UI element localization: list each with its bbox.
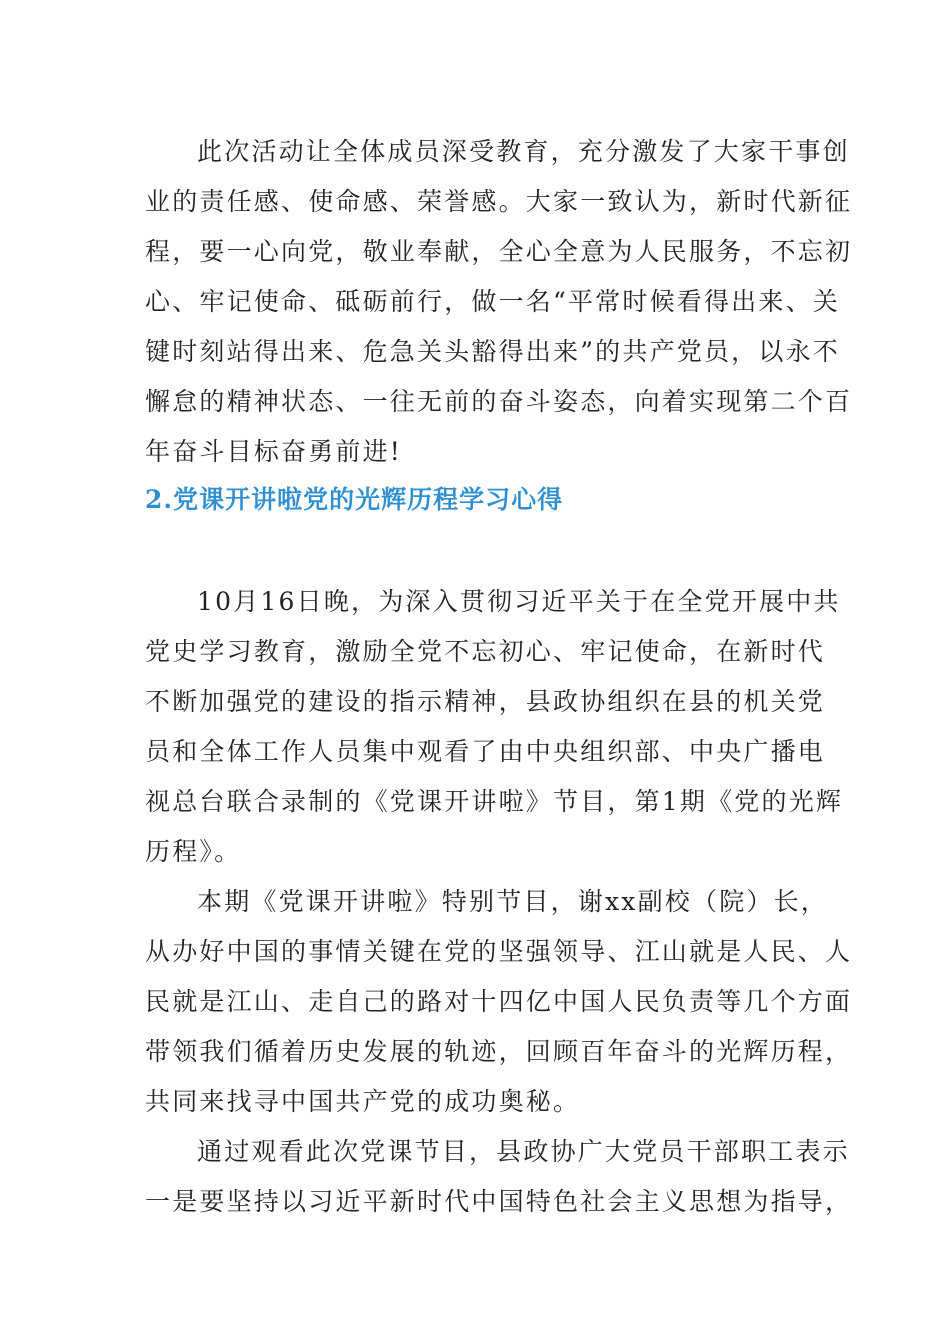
paragraph-2-line-1: 10月16日晚，为深入贯彻习近平关于在全党开展中共 [197,587,841,616]
paragraph-1-line-6: 懈怠的精神状态、一往无前的奋斗姿态，向着实现第二个百 [145,387,853,416]
paragraph-1-line-4: 心、牢记使命、砥砺前行，做一名“平常时候看得出来、关 [145,287,840,316]
paragraph-1-line-5: 键时刻站得出来、危急关头豁得出来”的共产党员，以永不 [145,337,840,366]
paragraph-2-line-5: 视总台联合录制的《党课开讲啦》节目，第1期《党的光辉 [145,787,844,816]
paragraph-1-line-1: 此次活动让全体成员深受教育，充分激发了大家干事创 [197,137,850,166]
paragraph-3-line-4: 带领我们循着历史发展的轨迹，回顾百年奋斗的光辉历程， [145,1037,853,1066]
paragraph-2-line-2: 党史学习教育，激励全党不忘初心、牢记使命，在新时代 [145,637,826,666]
paragraph-3-line-5: 共同来找寻中国共产党的成功奥秘。 [145,1087,581,1116]
paragraph-1-line-2: 业的责任感、使命感、荣誉感。大家一致认为，新时代新征 [145,187,853,216]
paragraph-2-line-3: 不断加强党的建设的指示精神，县政协组织在县的机关党 [145,687,826,716]
paragraph-4-line-1: 通过观看此次党课节目，县政协广大党员干部职工表示 [197,1137,850,1166]
paragraph-3-line-1: 本期《党课开讲啦》特别节目，谢xx副校（院）长， [197,887,829,916]
section-heading: 2.党课开讲啦党的光辉历程学习心得 [145,485,564,514]
paragraph-3-line-2: 从办好中国的事情关键在党的坚强领导、江山就是人民、人 [145,937,853,966]
paragraph-1-line-7: 年奋斗目标奋勇前进! [145,437,403,466]
paragraph-2-line-6: 历程》。 [145,837,242,866]
paragraph-2-line-4: 员和全体工作人员集中观看了由中央组织部、中央广播电 [145,737,826,766]
paragraph-1-line-3: 程，要一心向党，敬业奉献，全心全意为人民服务，不忘初 [145,237,853,266]
paragraph-4-line-2: 一是要坚持以习近平新时代中国特色社会主义思想为指导， [145,1187,853,1216]
paragraph-3-line-3: 民就是江山、走自己的路对十四亿中国人民负责等几个方面 [145,987,853,1016]
